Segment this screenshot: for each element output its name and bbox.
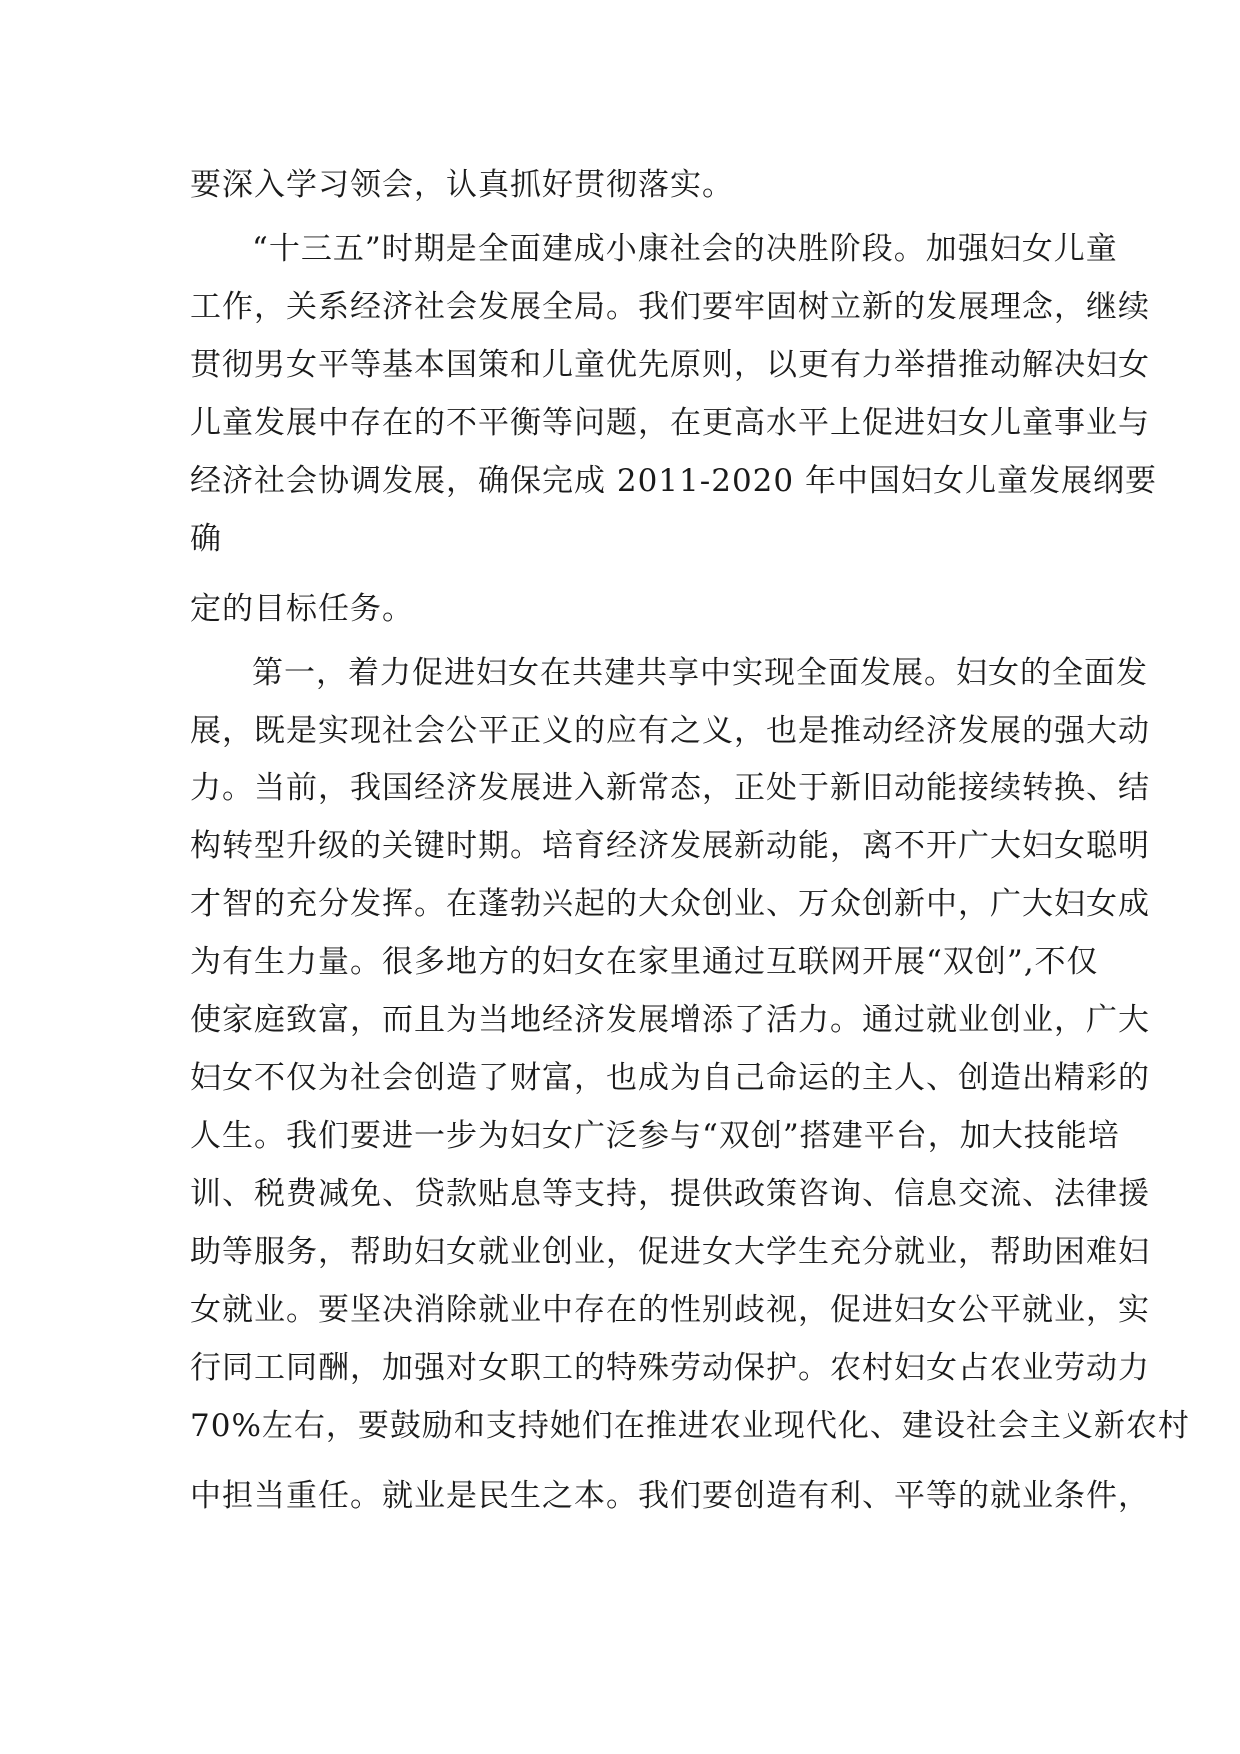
text-line: 行同工同酬，加强对女职工的特殊劳动保护。农村妇女占农业劳动力 — [190, 1350, 1150, 1386]
text-line: 力。当前，我国经济发展进入新常态，正处于新旧动能接续转换、结 — [190, 770, 1150, 806]
text-line: 才智的充分发挥。在蓬勃兴起的大众创业、万众创新中，广大妇女成 — [190, 886, 1150, 922]
paragraph-start-line: “十三五”时期是全面建成小康社会的决胜阶段。加强妇女儿童 — [252, 231, 1118, 267]
text-line: 经济社会协调发展，确保完成 2011-2020 年中国妇女儿童发展纲要 — [190, 463, 1157, 499]
text-line: 70%左右，要鼓励和支持她们在推进农业现代化、建设社会主义新农村 — [190, 1408, 1190, 1444]
text-line: 工作，关系经济社会发展全局。我们要牢固树立新的发展理念，继续 — [190, 289, 1150, 325]
text-line: 妇女不仅为社会创造了财富，也成为自己命运的主人、创造出精彩的 — [190, 1060, 1150, 1096]
text-line: 使家庭致富，而且为当地经济发展增添了活力。通过就业创业，广大 — [190, 1002, 1150, 1038]
text-line: 人生。我们要进一步为妇女广泛参与“双创”搭建平台，加大技能培 — [190, 1118, 1120, 1154]
text-line: 贯彻男女平等基本国策和儿童优先原则，以更有力举措推动解决妇女 — [190, 347, 1150, 383]
text-line: 构转型升级的关键时期。培育经济发展新动能，离不开广大妇女聪明 — [190, 828, 1150, 864]
text-line: 确 — [190, 521, 222, 557]
text-line: 为有生力量。很多地方的妇女在家里通过互联网开展“双创”,不仅 — [190, 944, 1099, 980]
text-line: 要深入学习领会，认真抓好贯彻落实。 — [190, 167, 734, 203]
text-line: 儿童发展中存在的不平衡等问题，在更高水平上促进妇女儿童事业与 — [190, 405, 1150, 441]
text-line: 展，既是实现社会公平正义的应有之义，也是推动经济发展的强大动 — [190, 713, 1150, 749]
text-line: 助等服务，帮助妇女就业创业，促进女大学生充分就业，帮助困难妇 — [190, 1234, 1150, 1270]
text-line: 定的目标任务。 — [190, 591, 414, 627]
paragraph-start-line: 第一，着力促进妇女在共建共享中实现全面发展。妇女的全面发 — [252, 655, 1148, 691]
text-line: 训、税费减免、贷款贴息等支持，提供政策咨询、信息交流、法律援 — [190, 1176, 1150, 1212]
text-line: 中担当重任。就业是民生之本。我们要创造有利、平等的就业条件， — [190, 1478, 1150, 1514]
text-line: 女就业。要坚决消除就业中存在的性别歧视，促进妇女公平就业，实 — [190, 1292, 1150, 1328]
